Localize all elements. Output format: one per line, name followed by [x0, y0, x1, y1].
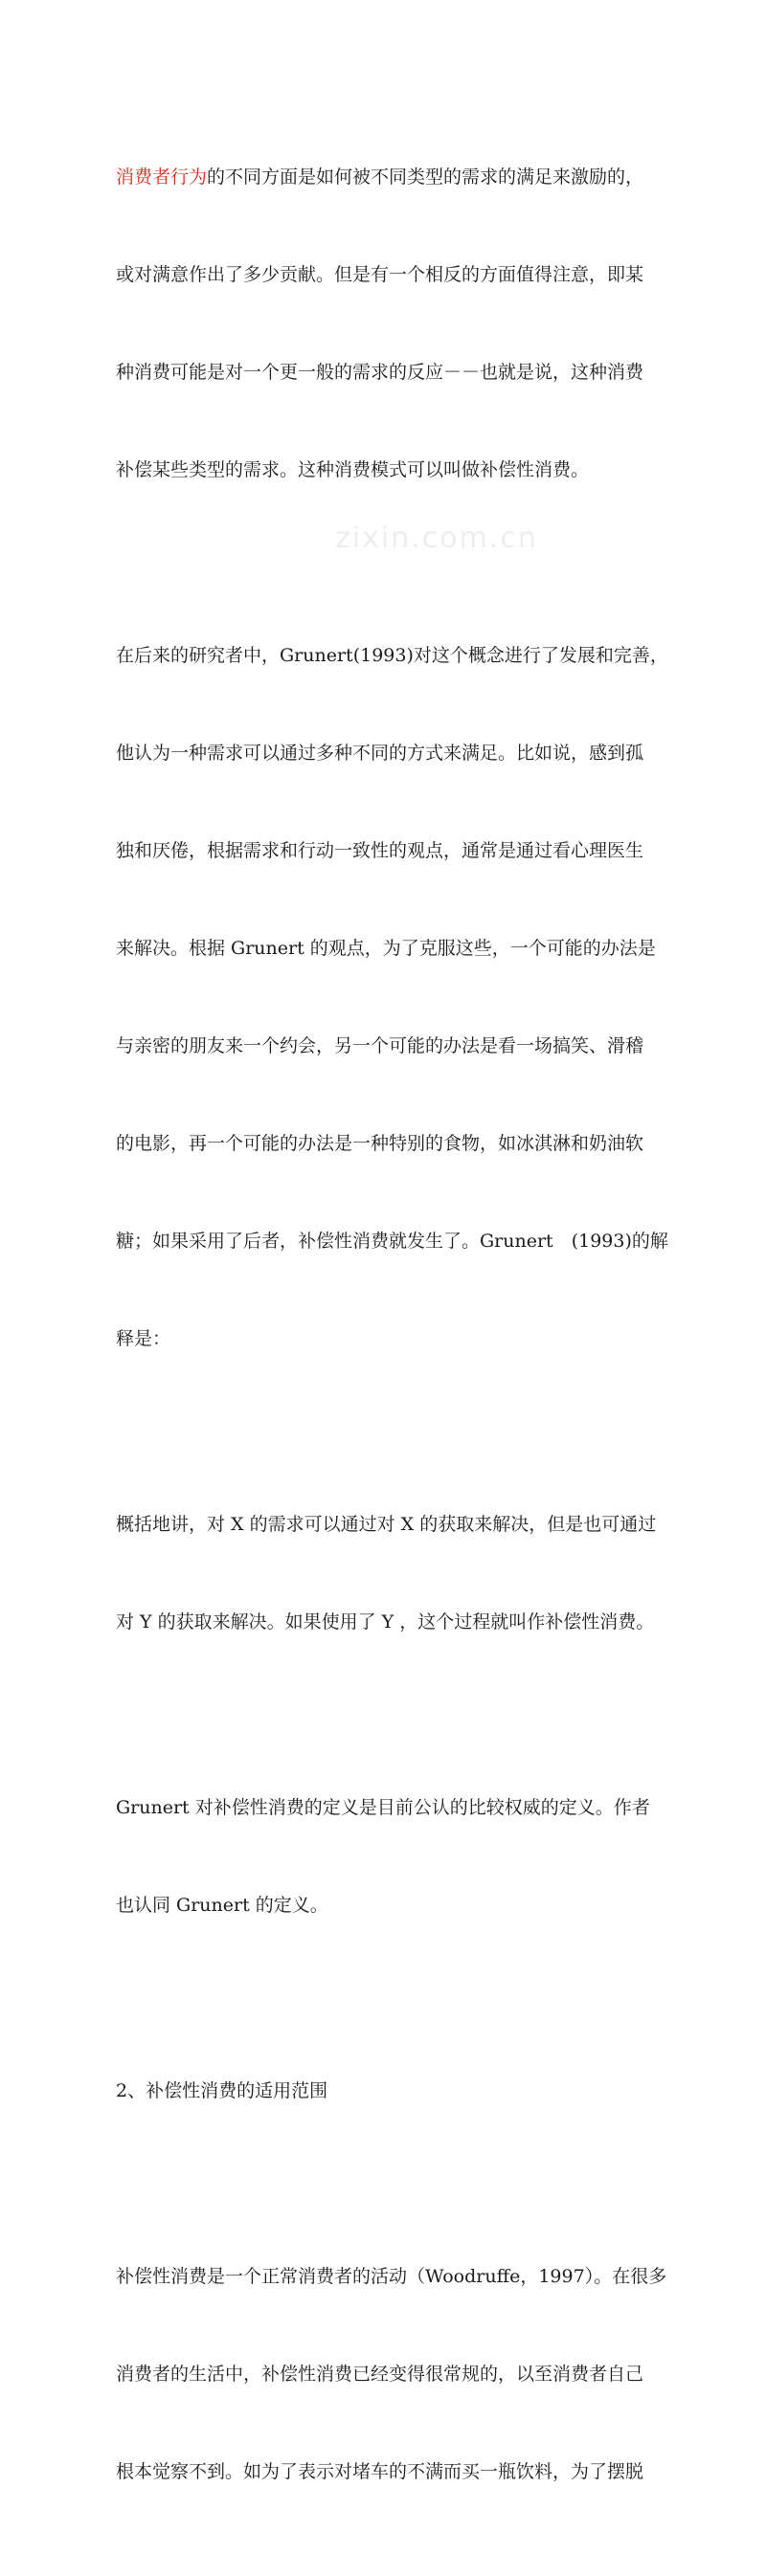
watermark-text: zixin.com.cn: [335, 522, 538, 555]
text-line: Grunert 对补偿性消费的定义是目前公认的比较权威的定义。作者: [116, 1797, 650, 1818]
text-line: [116, 161, 662, 193]
paragraph-grunert-quote: [116, 1443, 662, 1703]
paragraph-author-agreement: [116, 1726, 662, 1987]
text-line: 与亲密的朋友来一个约会，另一个可能的办法是看一场搞笑、滑稽: [116, 1035, 644, 1056]
paragraph-scope: [116, 2195, 667, 2553]
text-line: 来解决。根据 Grunert 的观点，为了克服这些，一个可能的办法是: [116, 938, 656, 959]
text-line: 释是：: [116, 1328, 171, 1349]
text-line: 的电影，再一个可能的办法是一种特别的食物，如冰淇淋和奶油软: [116, 1133, 644, 1154]
text-line: 糖；如果采用了后者，补偿性消费就发生了。Grunert (1993)的解: [116, 1231, 668, 1252]
text-line: 或对满意作出了多少贡献。但是有一个相反的方面值得注意，即某: [116, 264, 644, 285]
highlighted-term: 消费者行为: [116, 167, 208, 188]
text-line: 补偿某些类型的需求。这种消费模式可以叫做补偿性消费。: [116, 459, 590, 480]
text-line: 独和厌倦，根据需求和行动一致性的观点，通常是通过看心理医生: [116, 840, 644, 861]
text-line: 也认同 Grunert 的定义。: [116, 1895, 328, 1916]
paragraph-grunert-development: [116, 574, 668, 1420]
text-line: 在后来的研究者中，Grunert(1993)对这个概念进行了发展和完善，: [116, 645, 668, 666]
text-line: 他认为一种需求可以通过多种不同的方式来满足。比如说，感到孤: [116, 743, 644, 764]
text-line: 对 Y 的获取来解决。如果使用了 Y ，这个过程就叫作补偿性消费。: [116, 1611, 655, 1632]
text-line: 种消费可能是对一个更一般的需求的反应－－也就是说，这种消费: [116, 362, 644, 383]
text-line: 根本觉察不到。如为了表示对堵车的不满而买一瓶饮料，为了摆脱: [116, 2461, 644, 2482]
section-heading: [116, 2010, 662, 2172]
heading-text: 2、补偿性消费的适用范围: [116, 2080, 328, 2101]
document-body: [116, 96, 668, 2576]
paragraph-compensatory-definition: [116, 96, 662, 551]
text-line: 消费者的生活中，补偿性消费已经变得很常规的，以至消费者自己: [116, 2364, 644, 2385]
text-line: 概括地讲，对 X 的需求可以通过对 X 的获取来解决，但是也可通过: [116, 1514, 657, 1535]
text-line: 补偿性消费是一个正常消费者的活动（Woodruffe，1997）。在很多: [116, 2266, 667, 2287]
line-text: 的不同方面是如何被不同类型的需求的满足来激励的，: [207, 167, 644, 188]
